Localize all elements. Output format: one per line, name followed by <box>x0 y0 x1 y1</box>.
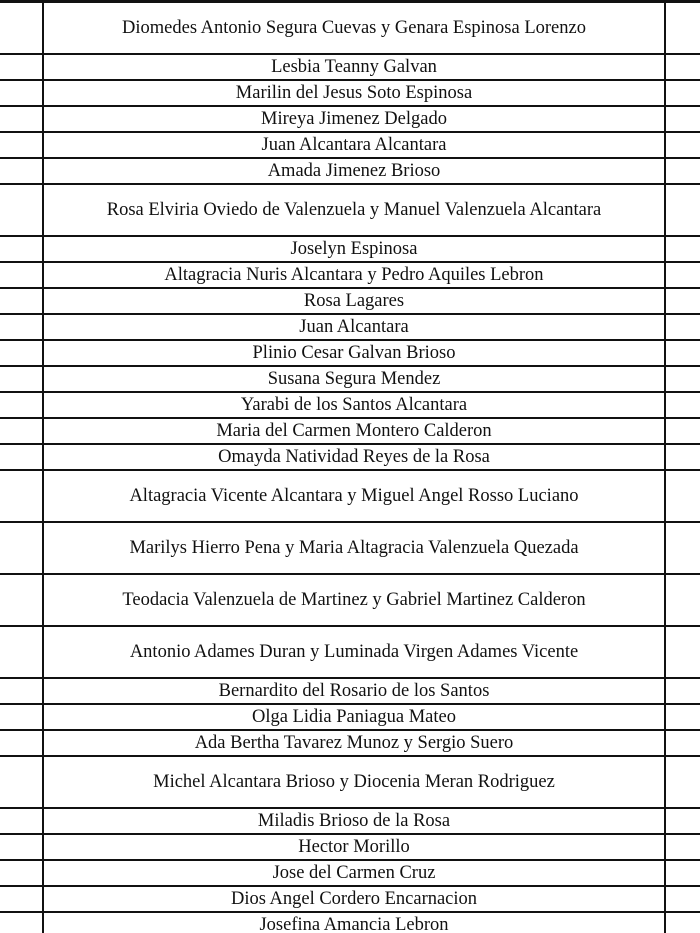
row-number-cell <box>0 263 44 287</box>
extra-cell <box>666 835 700 859</box>
table-row <box>0 315 700 341</box>
extra-cell <box>666 679 700 703</box>
row-number-cell <box>0 627 44 677</box>
name-cell: Susana Segura Mendez <box>44 367 666 391</box>
name-cell: Hector Morillo <box>44 835 666 859</box>
name-cell: Amada Jimenez Brioso <box>44 159 666 183</box>
table-row <box>0 445 700 471</box>
table-row <box>0 81 700 107</box>
row-number-cell <box>0 523 44 573</box>
table-row <box>0 159 700 185</box>
extra-cell <box>666 185 700 235</box>
row-number-cell <box>0 289 44 313</box>
name-cell: Mireya Jimenez Delgado <box>44 107 666 131</box>
table-row <box>0 705 700 731</box>
name-cell: Antonio Adames Duran y Luminada Virgen Adames Vicente <box>44 627 666 677</box>
table-row <box>0 289 700 315</box>
name-cell: Olga Lidia Paniagua Mateo <box>44 705 666 729</box>
row-number-cell <box>0 185 44 235</box>
table-row <box>0 627 700 679</box>
name-cell: Plinio Cesar Galvan Brioso <box>44 341 666 365</box>
row-number-cell <box>0 731 44 755</box>
row-number-cell <box>0 887 44 911</box>
name-cell: Josefina Amancia Lebron <box>44 913 666 933</box>
table-row <box>0 367 700 393</box>
name-cell: Joselyn Espinosa <box>44 237 666 261</box>
name-cell: Yarabi de los Santos Alcantara <box>44 393 666 417</box>
extra-cell <box>666 731 700 755</box>
table-row <box>0 809 700 835</box>
extra-cell <box>666 419 700 443</box>
extra-cell <box>666 705 700 729</box>
extra-cell <box>666 159 700 183</box>
row-number-cell <box>0 913 44 933</box>
table-row <box>0 55 700 81</box>
extra-cell <box>666 809 700 833</box>
extra-cell <box>666 341 700 365</box>
extra-cell <box>666 289 700 313</box>
row-number-cell <box>0 757 44 807</box>
extra-cell <box>666 367 700 391</box>
table-row <box>0 757 700 809</box>
extra-cell <box>666 471 700 521</box>
table-row <box>0 133 700 159</box>
row-number-cell <box>0 705 44 729</box>
extra-cell <box>666 237 700 261</box>
extra-cell <box>666 757 700 807</box>
name-cell: Bernardito del Rosario de los Santos <box>44 679 666 703</box>
name-cell: Miladis Brioso de la Rosa <box>44 809 666 833</box>
table-row <box>0 679 700 705</box>
table-row <box>0 861 700 887</box>
row-number-cell <box>0 81 44 105</box>
table-row <box>0 731 700 757</box>
extra-cell <box>666 887 700 911</box>
name-cell: Juan Alcantara Alcantara <box>44 133 666 157</box>
row-number-cell <box>0 419 44 443</box>
table-row <box>0 835 700 861</box>
table-row <box>0 523 700 575</box>
extra-cell <box>666 133 700 157</box>
row-number-cell <box>0 861 44 885</box>
extra-cell <box>666 393 700 417</box>
row-number-cell <box>0 393 44 417</box>
extra-cell <box>666 575 700 625</box>
row-number-cell <box>0 445 44 469</box>
row-number-cell <box>0 55 44 79</box>
name-cell: Altagracia Nuris Alcantara y Pedro Aquiles Lebron <box>44 263 666 287</box>
extra-cell <box>666 445 700 469</box>
row-number-cell <box>0 107 44 131</box>
row-number-cell <box>0 575 44 625</box>
name-cell: Ada Bertha Tavarez Munoz y Sergio Suero <box>44 731 666 755</box>
name-cell: Diomedes Antonio Segura Cuevas y Genara Espinosa Lorenzo <box>44 3 666 53</box>
extra-cell <box>666 55 700 79</box>
table-row <box>0 341 700 367</box>
table-row <box>0 913 700 933</box>
row-number-cell <box>0 133 44 157</box>
extra-cell <box>666 861 700 885</box>
table-row <box>0 185 700 237</box>
name-cell: Maria del Carmen Montero Calderon <box>44 419 666 443</box>
row-number-cell <box>0 471 44 521</box>
name-cell: Altagracia Vicente Alcantara y Miguel Angel Rosso Luciano <box>44 471 666 521</box>
extra-cell <box>666 107 700 131</box>
row-number-cell <box>0 367 44 391</box>
extra-cell <box>666 627 700 677</box>
extra-cell <box>666 263 700 287</box>
name-cell: Lesbia Teanny Galvan <box>44 55 666 79</box>
name-cell: Teodacia Valenzuela de Martinez y Gabriel Martinez Calderon <box>44 575 666 625</box>
table-row <box>0 887 700 913</box>
name-cell: Dios Angel Cordero Encarnacion <box>44 887 666 911</box>
name-cell: Omayda Natividad Reyes de la Rosa <box>44 445 666 469</box>
extra-cell <box>666 315 700 339</box>
table-row <box>0 471 700 523</box>
table-row <box>0 237 700 263</box>
row-number-cell <box>0 809 44 833</box>
row-number-cell <box>0 341 44 365</box>
row-number-cell <box>0 835 44 859</box>
row-number-cell <box>0 159 44 183</box>
table-row <box>0 575 700 627</box>
name-cell: Rosa Lagares <box>44 289 666 313</box>
name-cell: Jose del Carmen Cruz <box>44 861 666 885</box>
table-row <box>0 107 700 133</box>
name-cell: Marilin del Jesus Soto Espinosa <box>44 81 666 105</box>
extra-cell <box>666 81 700 105</box>
table-row <box>0 393 700 419</box>
row-number-cell <box>0 237 44 261</box>
extra-cell <box>666 3 700 53</box>
name-cell: Juan Alcantara <box>44 315 666 339</box>
name-cell: Michel Alcantara Brioso y Diocenia Meran Rodriguez <box>44 757 666 807</box>
row-number-cell <box>0 3 44 53</box>
table-row <box>0 263 700 289</box>
table-row <box>0 3 700 55</box>
name-cell: Rosa Elviria Oviedo de Valenzuela y Manuel Valenzuela Alcantara <box>44 185 666 235</box>
extra-cell <box>666 913 700 933</box>
table-row <box>0 419 700 445</box>
row-number-cell <box>0 679 44 703</box>
name-cell: Marilys Hierro Pena y Maria Altagracia Valenzuela Quezada <box>44 523 666 573</box>
extra-cell <box>666 523 700 573</box>
row-number-cell <box>0 315 44 339</box>
